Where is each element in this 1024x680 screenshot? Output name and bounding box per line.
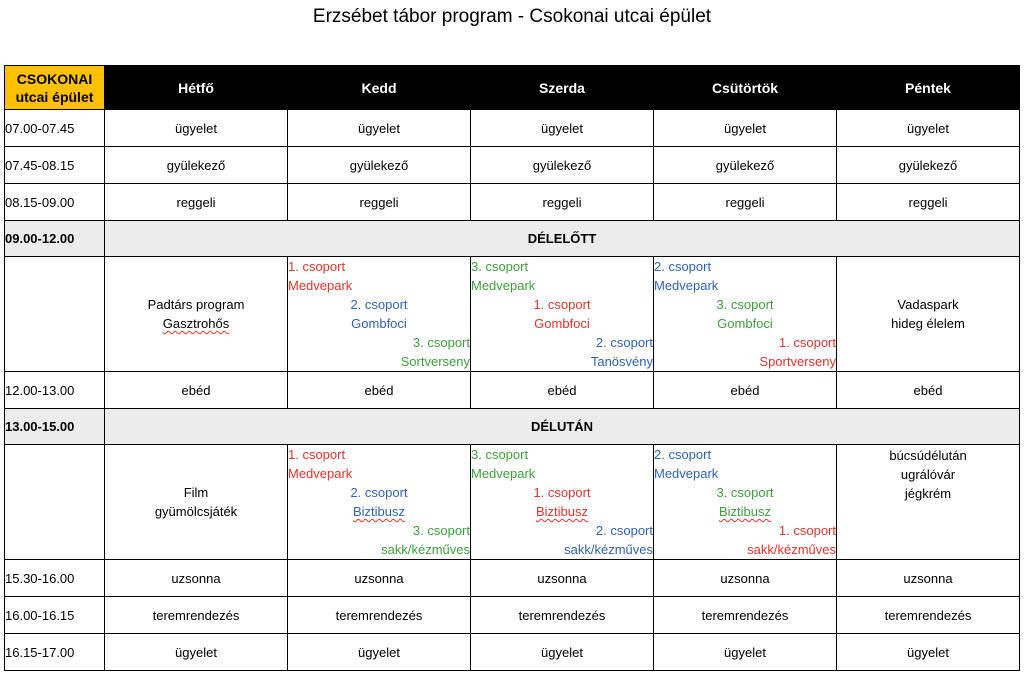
group-activity: Sortverseny [400,354,470,369]
day-header-thursday: Csütörtök [654,66,837,110]
section-label: DÉLUTÁN [105,409,1020,445]
day-header-monday: Hétfő [105,66,288,110]
time-cell: 07.45-08.15 [5,147,105,184]
activity-cell: reggeli [471,184,654,221]
activity-cell: reggeli [837,184,1020,221]
group-label: 2. csoport [350,485,408,500]
section-row-morning [5,221,1020,257]
group-label: 3. csoport [716,485,774,500]
activity-cell: ebéd [471,372,654,409]
group-label: 3. csoport [412,335,470,350]
activity-line: ugrálóvár [900,467,956,482]
activity-cell: gyülekező [471,147,654,184]
group-activity: Gombfoci [717,316,773,331]
activity-cell: teremrendezés [288,597,471,634]
group-cell-wednesday [471,445,654,560]
activity-cell-monday [105,257,288,372]
activity-cell: uzsonna [837,560,1020,597]
group-cell-thursday [654,445,837,560]
activity-cell: ebéd [654,372,837,409]
time-cell: 09.00-12.00 [5,221,105,257]
table-row [5,560,1020,597]
table-row [5,110,1020,147]
group-activity: Medvepark [654,278,719,293]
group-label: 2. csoport [595,335,653,350]
activity-cell: ügyelet [471,634,654,671]
activity-cell: ügyelet [105,110,288,147]
activity-cell: teremrendezés [105,597,288,634]
activity-line: hideg élelem [891,316,965,331]
activity-cell: teremrendezés [471,597,654,634]
page-title: Erzsébet tábor program - Csokonai utcai épület [312,6,712,27]
group-label: 2. csoport [350,297,408,312]
group-label: 1. csoport [533,485,591,500]
activity-cell: uzsonna [654,560,837,597]
time-cell: 16.00-16.15 [5,597,105,634]
time-cell: 07.00-07.45 [5,110,105,147]
time-cell: 15.30-16.00 [5,560,105,597]
activity-cell: gyülekező [654,147,837,184]
activity-cell: gyülekező [288,147,471,184]
group-label: 1. csoport [533,297,591,312]
activity-cell-monday [105,445,288,560]
table-row [5,634,1020,671]
group-label: 3. csoport [716,297,774,312]
day-header-wednesday: Szerda [471,66,654,110]
activity-cell: gyülekező [837,147,1020,184]
group-activity: Biztibusz [535,504,589,519]
corner-line-2: utcai épület [15,88,94,105]
activity-cell: uzsonna [105,560,288,597]
activity-cell: ügyelet [837,634,1020,671]
group-activity: Medvepark [471,278,536,293]
time-cell-empty [5,445,105,560]
table-row [5,597,1020,634]
schedule-table [4,65,1020,671]
group-activity: Biztibusz [718,504,772,519]
group-activity: Gombfoci [351,316,407,331]
activity-cell: ügyelet [471,110,654,147]
activity-line: Vadaspark [897,297,959,312]
table-row [5,147,1020,184]
group-cell-wednesday [471,257,654,372]
group-label: 1. csoport [778,335,836,350]
time-cell: 12.00-13.00 [5,372,105,409]
group-label: 1. csoport [288,259,346,274]
activity-cell: teremrendezés [654,597,837,634]
activity-cell: ügyelet [105,634,288,671]
group-label: 2. csoport [654,447,712,462]
activity-cell: uzsonna [288,560,471,597]
activity-line: Film [183,485,209,500]
table-row-afternoon-activities [5,445,1020,560]
table-row [5,184,1020,221]
activity-cell: ügyelet [654,634,837,671]
activity-line: jégkrém [904,486,952,501]
group-activity: Biztibusz [352,504,406,519]
group-activity: Medvepark [288,466,353,481]
activity-line: búcsúdélután [889,448,967,463]
activity-cell: gyülekező [105,147,288,184]
group-label: 3. csoport [471,259,529,274]
group-label: 3. csoport [412,523,470,538]
header-row [5,66,1020,110]
activity-line: Padtárs program [147,297,245,312]
corner-line-1: CSOKONAI [16,70,93,87]
activity-cell: uzsonna [471,560,654,597]
activity-line: Gasztrohős [162,316,230,331]
day-header-friday: Péntek [837,66,1020,110]
activity-cell: ügyelet [837,110,1020,147]
activity-cell: ügyelet [288,634,471,671]
section-row-afternoon [5,409,1020,445]
time-cell-empty [5,257,105,372]
group-activity: Medvepark [288,278,353,293]
activity-cell: ebéd [837,372,1020,409]
time-cell: 16.15-17.00 [5,634,105,671]
table-row [5,372,1020,409]
activity-cell: reggeli [654,184,837,221]
activity-cell: reggeli [288,184,471,221]
group-label: 1. csoport [778,523,836,538]
activity-cell: ebéd [288,372,471,409]
group-activity: sakk/kézműves [381,542,470,557]
group-cell-tuesday [288,445,471,560]
activity-cell-friday [837,257,1020,372]
activity-cell: ügyelet [288,110,471,147]
activity-cell-friday [837,445,1020,560]
group-label: 2. csoport [654,259,712,274]
activity-cell: reggeli [105,184,288,221]
group-label: 3. csoport [471,447,529,462]
activity-cell: ügyelet [654,110,837,147]
group-activity: Medvepark [471,466,536,481]
group-activity: Gombfoci [534,316,590,331]
group-activity: sakk/kézműves [747,542,836,557]
group-label: 2. csoport [595,523,653,538]
table-row-morning-activities [5,257,1020,372]
group-activity: Sportverseny [759,354,836,369]
activity-cell: teremrendezés [837,597,1020,634]
group-cell-thursday [654,257,837,372]
group-activity: Medvepark [654,466,719,481]
corner-header [5,66,105,110]
group-activity: Tanösvény [590,354,653,369]
time-cell: 13.00-15.00 [5,409,105,445]
group-activity: sakk/kézműves [564,542,653,557]
time-cell: 08.15-09.00 [5,184,105,221]
section-label: DÉLELŐTT [105,221,1020,257]
activity-line: gyümölcsjáték [154,504,238,519]
activity-cell: ebéd [105,372,288,409]
day-header-tuesday: Kedd [288,66,471,110]
group-label: 1. csoport [288,447,346,462]
group-cell-tuesday [288,257,471,372]
